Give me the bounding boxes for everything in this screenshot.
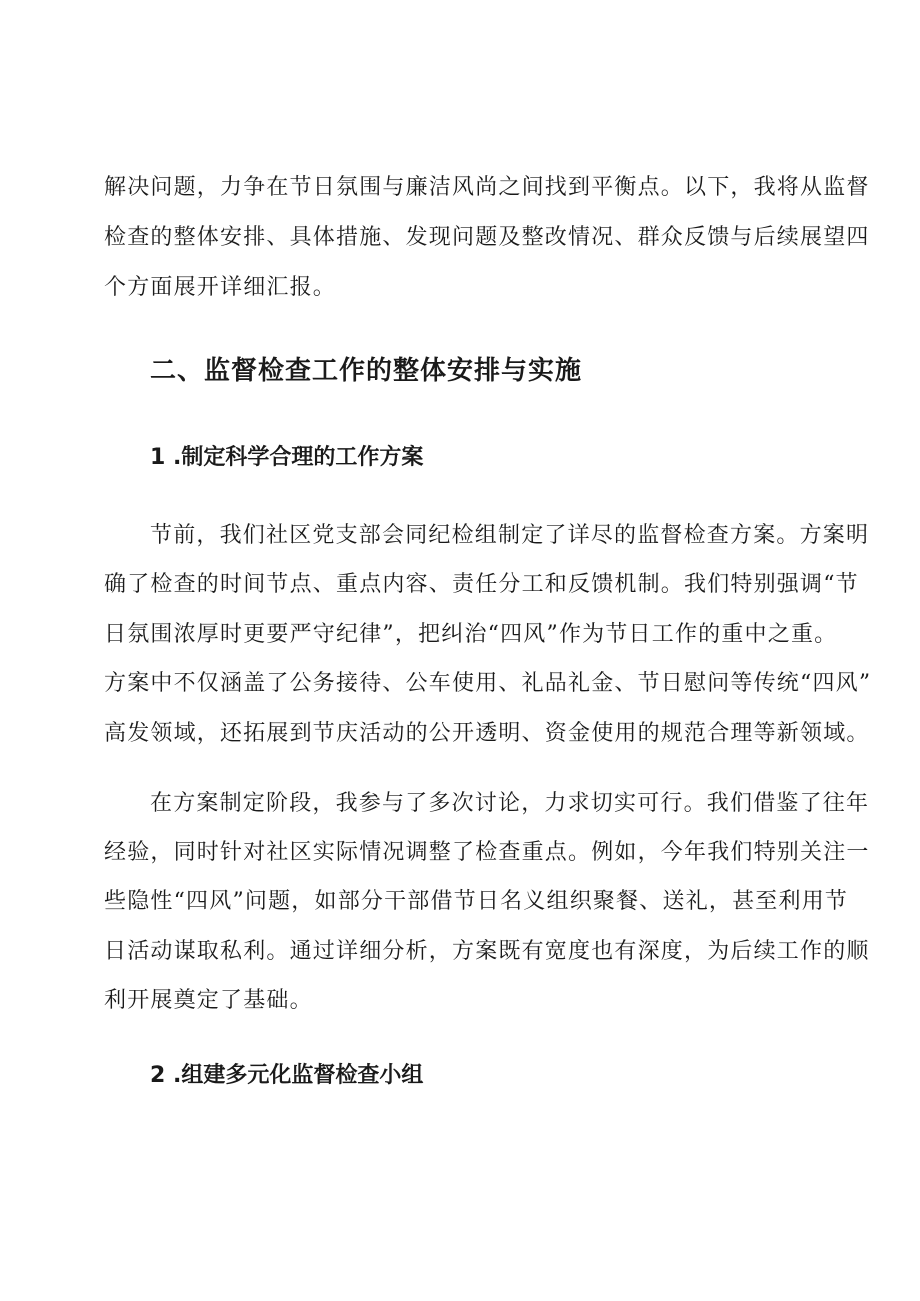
para2-line-3: 些隐性“四风”问题，如部分干部借节日名义组织聚餐、送礼，甚至利用节: [104, 889, 849, 914]
subsection-heading-1: 1 .制定科学合理的工作方案: [150, 445, 424, 470]
para2-line-4: 日活动谋取私利。通过详细分析，方案既有宽度也有深度，为后续工作的顺: [104, 939, 870, 964]
para1-line-2: 确了检查的时间节点、重点内容、责任分工和反馈机制。我们特别强调“节: [104, 572, 859, 597]
para1-line-5: 高发领域，还拓展到节庆活动的公开透明、资金使用的规范合理等新领域。: [104, 721, 870, 746]
subsection-heading-2: 2 .组建多元化监督检查小组: [150, 1063, 424, 1088]
para1-line-3: 日氛围浓厚时更要严守纪律”，把纠治“四风”作为节日工作的重中之重。: [104, 622, 838, 647]
para2-line-2: 经验，同时针对社区实际情况调整了检查重点。例如，今年我们特别关注一: [104, 840, 870, 865]
section-heading: 二、监督检查工作的整体安排与实施: [150, 356, 583, 386]
intro-line-1: 解决问题，力争在节日氛围与廉洁风尚之间找到平衡点。以下，我将从监督: [104, 175, 870, 200]
intro-line-3: 个方面展开详细汇报。: [104, 275, 337, 300]
para1-line-1: 节前，我们社区党支部会同纪检组制定了详尽的监督检查方案。方案明: [150, 523, 870, 548]
intro-line-2: 检查的整体安排、具体措施、发现问题及整改情况、群众反馈与后续展望四: [104, 225, 870, 250]
para1-line-4: 方案中不仅涵盖了公务接待、公车使用、礼品礼金、节日慰问等传统“四风”: [104, 671, 872, 696]
para2-line-5: 利开展奠定了基础。: [104, 988, 313, 1013]
para2-line-1: 在方案制定阶段，我参与了多次讨论，力求切实可行。我们借鉴了往年: [150, 791, 870, 816]
